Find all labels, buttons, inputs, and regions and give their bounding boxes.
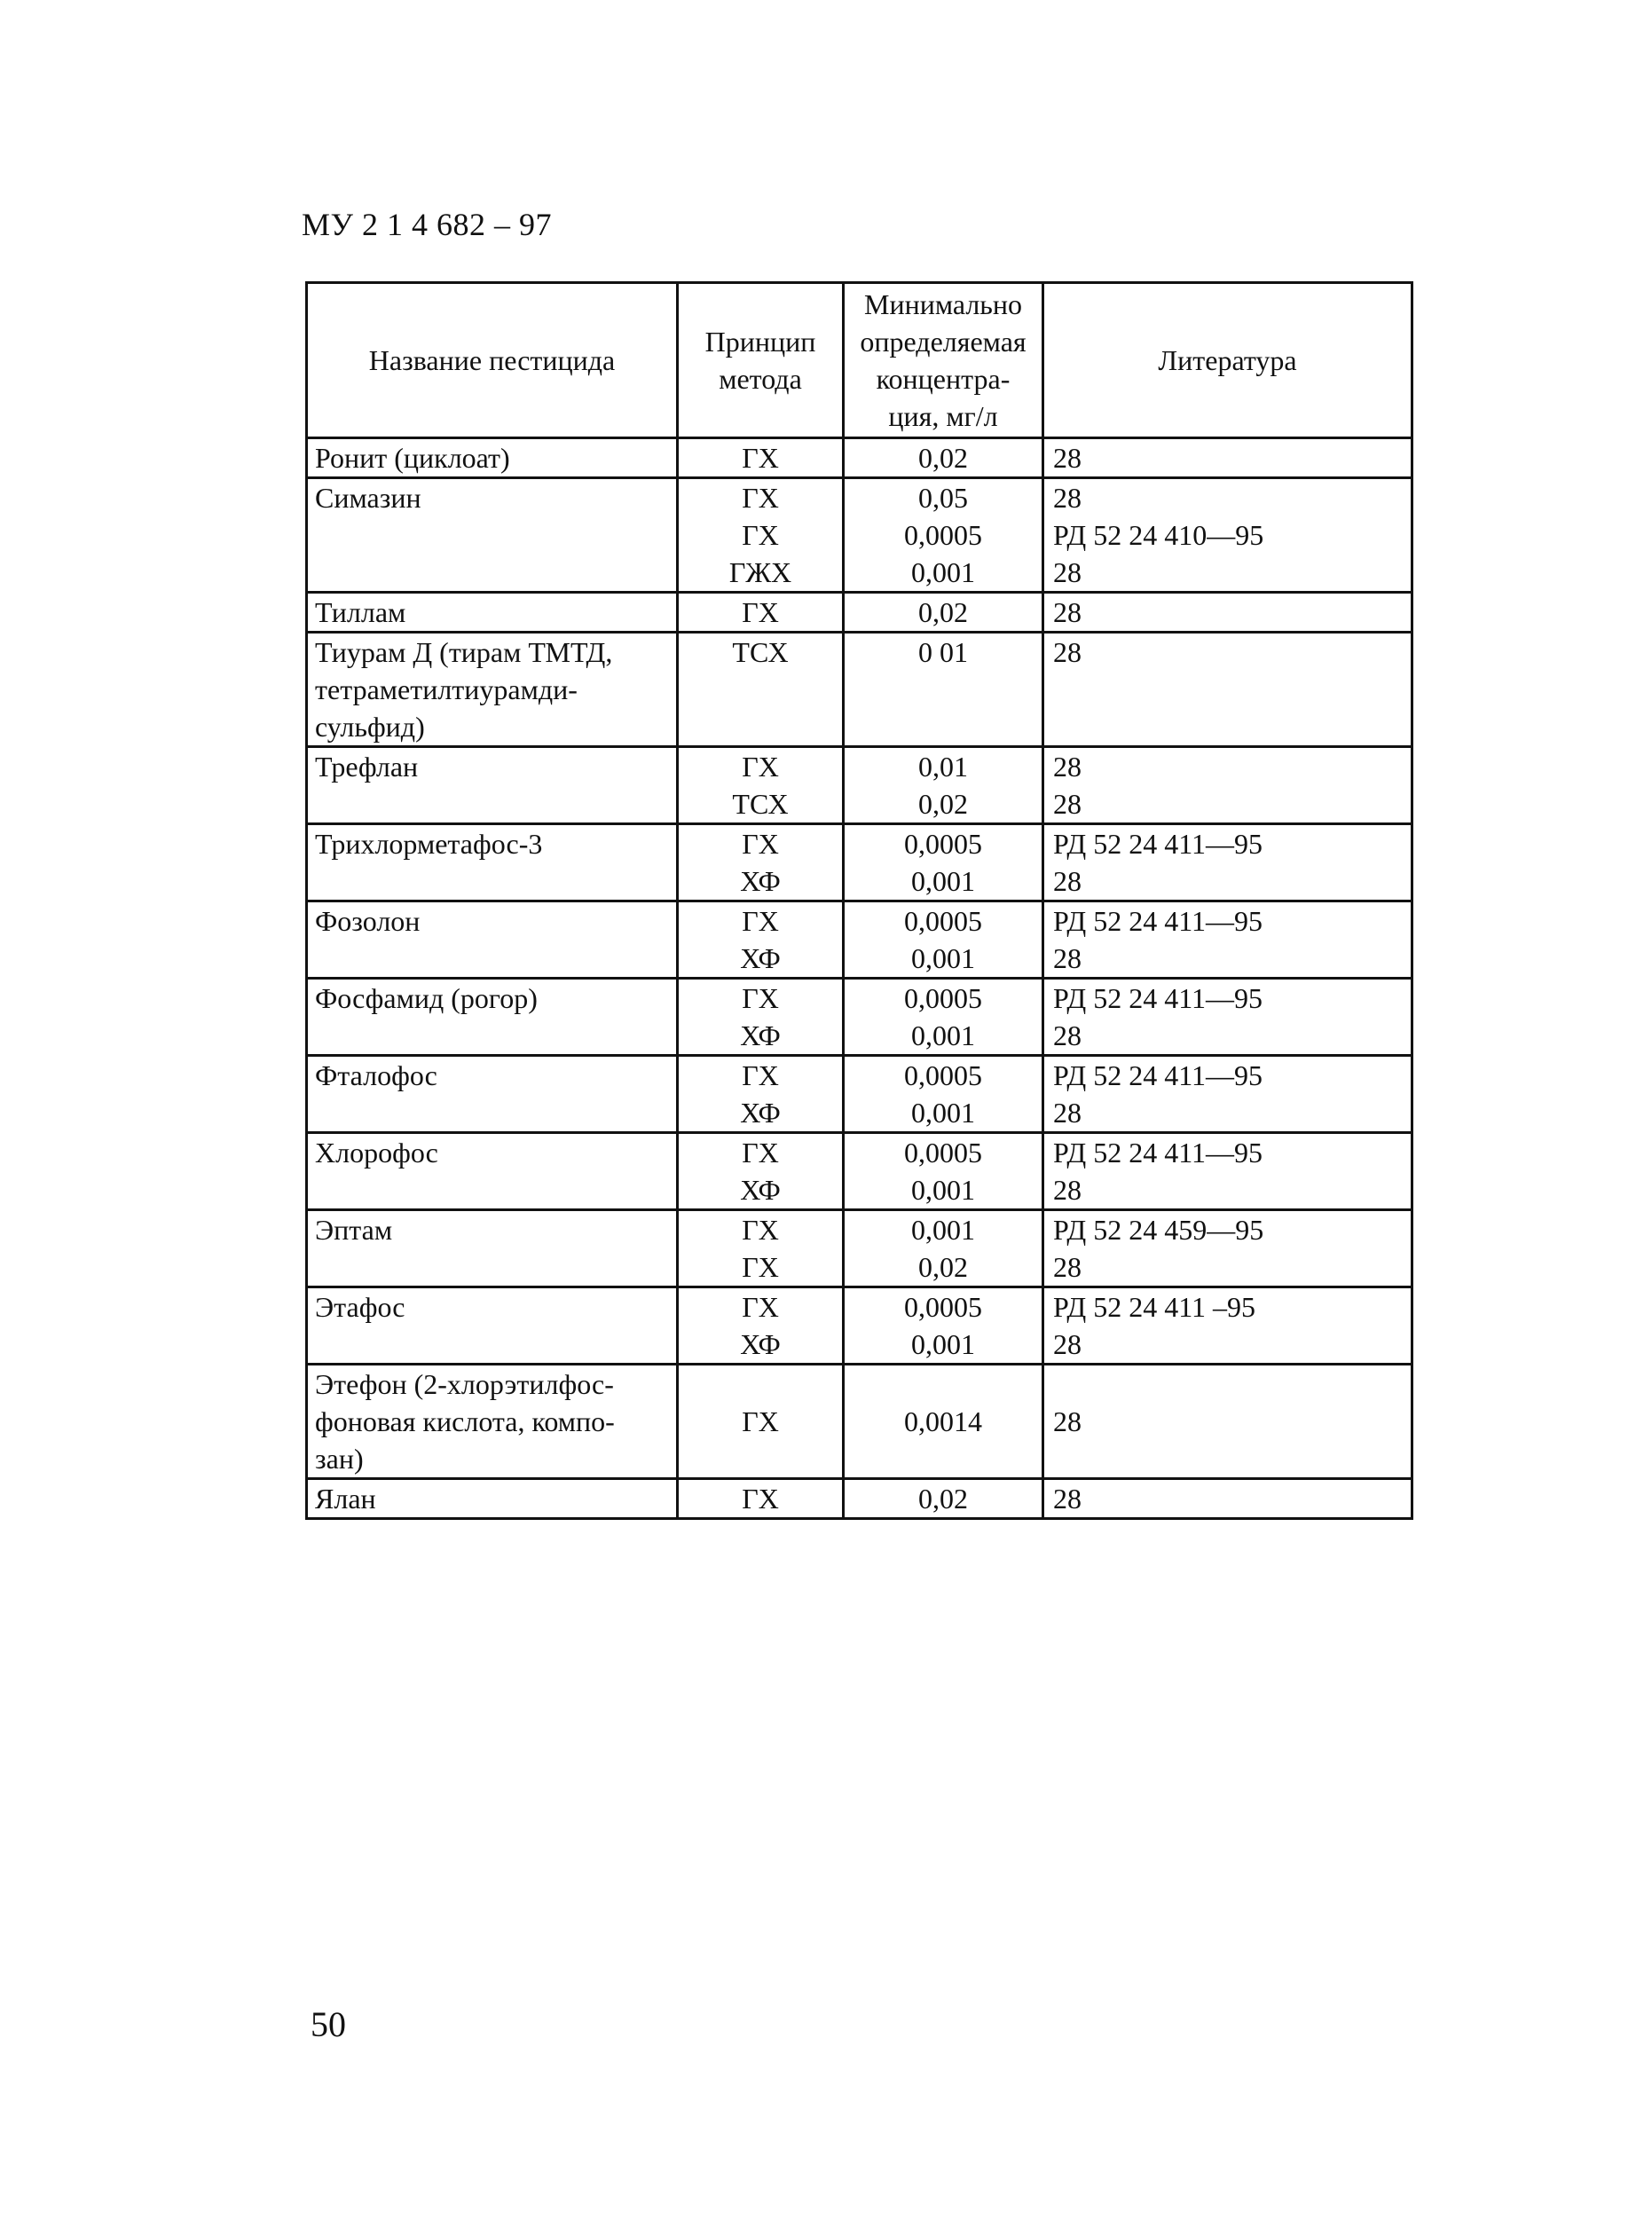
literature-cell — [1043, 1479, 1412, 1519]
table-row — [307, 747, 1412, 824]
table-header-row — [307, 283, 1412, 438]
pesticide-name-cell — [307, 633, 678, 747]
concentration-cell — [844, 1287, 1043, 1365]
literature-cell-line: 28 — [1053, 482, 1082, 514]
table-row — [307, 824, 1412, 901]
method-cell-line: ГХ — [742, 442, 779, 474]
concentration-cell — [844, 1479, 1043, 1519]
pesticide-name-cell-line: Ялан — [315, 1483, 376, 1515]
concentration-cell-line: 0 01 — [918, 636, 968, 668]
table-row — [307, 438, 1412, 478]
pesticide-name-cell-line: Этафос — [315, 1291, 405, 1323]
literature-cell-line: РД 52 24 411 –95 — [1053, 1291, 1256, 1323]
literature-cell-line: РД 52 24 411—95 — [1053, 1059, 1263, 1091]
pesticide-name-cell-line: Тиурам Д (тирам ТМТД, — [315, 636, 613, 668]
pesticide-name-cell — [307, 478, 678, 593]
method-cell — [678, 747, 844, 824]
pesticide-name-cell-line: Хлорофос — [315, 1137, 438, 1169]
method-cell — [678, 901, 844, 979]
table-row — [307, 1133, 1412, 1210]
concentration-cell — [844, 633, 1043, 747]
method-cell-line: ХФ — [740, 1097, 781, 1129]
literature-cell-line: РД 52 24 411—95 — [1053, 982, 1263, 1014]
literature-cell-line: 28 — [1053, 1328, 1082, 1360]
method-cell — [678, 979, 844, 1056]
concentration-cell-line: 0,02 — [918, 442, 968, 474]
pesticide-name-cell — [307, 1133, 678, 1210]
pesticide-name-cell-line: Фозолон — [315, 905, 421, 937]
pesticide-name-cell — [307, 1056, 678, 1133]
concentration-cell — [844, 979, 1043, 1056]
method-cell-line: ХФ — [740, 1174, 781, 1206]
method-cell-line: ГХ — [742, 828, 779, 860]
method-cell-line: ГХ — [742, 1291, 779, 1323]
literature-cell — [1043, 747, 1412, 824]
table-row — [307, 478, 1412, 593]
pesticide-name-cell-line: Трихлорметафос-3 — [315, 828, 543, 860]
method-cell-line: ГХ — [742, 596, 779, 628]
pesticide-name-cell — [307, 1287, 678, 1365]
concentration-cell-line: 0,0005 — [904, 1291, 982, 1323]
concentration-cell — [844, 901, 1043, 979]
concentration-cell — [844, 1365, 1043, 1479]
literature-cell-line: 28 — [1053, 1405, 1082, 1437]
method-cell-line: ГХ — [742, 519, 779, 551]
pesticide-name-cell-line: Симазин — [315, 482, 421, 514]
literature-cell-line: 28 — [1053, 1174, 1082, 1206]
table-row — [307, 1479, 1412, 1519]
method-cell-line: ГЖХ — [728, 556, 792, 588]
pesticide-name-cell — [307, 747, 678, 824]
method-cell-line: ТСХ — [732, 636, 789, 668]
concentration-cell-line: 0,05 — [918, 482, 968, 514]
column-header-literature: Литература — [1043, 283, 1412, 438]
pesticide-name-cell-line: Трефлан — [315, 751, 419, 783]
literature-cell-line: 28 — [1053, 442, 1082, 474]
concentration-cell-line: 0,001 — [911, 942, 975, 974]
literature-cell — [1043, 593, 1412, 633]
pesticide-name-cell — [307, 1210, 678, 1287]
table-row — [307, 1287, 1412, 1365]
table-row — [307, 901, 1412, 979]
concentration-cell-line: 0,0005 — [904, 828, 982, 860]
concentration-cell-line: 0,0005 — [904, 1137, 982, 1169]
method-cell-line: ГХ — [742, 751, 779, 783]
column-header-concentration — [844, 283, 1043, 438]
literature-cell-line: 28 — [1053, 636, 1082, 668]
concentration-cell-line: 0,001 — [911, 865, 975, 897]
literature-cell-line: РД 52 24 411—95 — [1053, 1137, 1263, 1169]
pesticide-name-cell — [307, 438, 678, 478]
method-cell-line: ГХ — [742, 1059, 779, 1091]
concentration-cell-line: 0,001 — [911, 556, 975, 588]
table-row — [307, 1210, 1412, 1287]
pesticide-name-cell-line: тетраметилтиурамди- — [315, 673, 578, 705]
column-header-concentration-text: Минимально определяемая концентра-ция, мг/л — [860, 288, 1027, 432]
literature-cell-line: 28 — [1053, 1019, 1082, 1051]
literature-cell — [1043, 1287, 1412, 1365]
concentration-cell-line: 0,02 — [918, 1483, 968, 1515]
method-cell — [678, 1210, 844, 1287]
literature-cell-line: РД 52 24 411—95 — [1053, 828, 1263, 860]
concentration-cell-line: 0,0005 — [904, 905, 982, 937]
method-cell — [678, 593, 844, 633]
method-cell-line: ХФ — [740, 942, 781, 974]
method-cell-line: ГХ — [742, 1137, 779, 1169]
concentration-cell — [844, 478, 1043, 593]
literature-cell — [1043, 1133, 1412, 1210]
column-header-method-text: Принцип метода — [704, 326, 816, 395]
literature-cell-line: 28 — [1053, 942, 1082, 974]
literature-cell-line: 28 — [1053, 865, 1082, 897]
concentration-cell-line: 0,001 — [911, 1174, 975, 1206]
pesticide-name-cell-line: Фосфамид (рогор) — [315, 982, 538, 1014]
page-number: 50 — [311, 2004, 346, 2044]
literature-cell — [1043, 1056, 1412, 1133]
concentration-cell-line: 0,02 — [918, 788, 968, 820]
method-cell — [678, 633, 844, 747]
pesticide-name-cell — [307, 824, 678, 901]
method-cell — [678, 1133, 844, 1210]
pesticide-name-cell — [307, 1365, 678, 1479]
column-header-method — [678, 283, 844, 438]
table-row — [307, 1365, 1412, 1479]
pesticide-name-cell-line: Эптам — [315, 1214, 393, 1246]
method-cell-line: ХФ — [740, 1019, 781, 1051]
literature-cell-line: 28 — [1053, 751, 1082, 783]
concentration-cell-line: 0,001 — [911, 1214, 975, 1246]
concentration-cell — [844, 1056, 1043, 1133]
table-row — [307, 979, 1412, 1056]
concentration-cell-line: 0,001 — [911, 1019, 975, 1051]
concentration-cell-line: 0,001 — [911, 1097, 975, 1129]
column-header-name: Название пестицида — [307, 283, 678, 438]
literature-cell — [1043, 1210, 1412, 1287]
literature-cell-line: РД 52 24 411—95 — [1053, 905, 1263, 937]
literature-cell-line: 28 — [1053, 556, 1082, 588]
concentration-cell-line: 0,02 — [918, 1251, 968, 1283]
concentration-cell — [844, 1210, 1043, 1287]
literature-cell-line: 28 — [1053, 596, 1082, 628]
concentration-cell — [844, 593, 1043, 633]
pesticide-table — [305, 281, 1413, 1520]
method-cell — [678, 438, 844, 478]
method-cell-line: ХФ — [740, 865, 781, 897]
concentration-cell — [844, 438, 1043, 478]
pesticide-name-cell — [307, 979, 678, 1056]
pesticide-name-cell-line: Фталофос — [315, 1059, 437, 1091]
method-cell — [678, 1287, 844, 1365]
method-cell — [678, 824, 844, 901]
table-row — [307, 1056, 1412, 1133]
document-header: МУ 2 1 4 682 – 97 — [302, 207, 552, 242]
method-cell-line: ГХ — [742, 905, 779, 937]
method-cell-line: ГХ — [742, 482, 779, 514]
method-cell-line: ГХ — [742, 1405, 779, 1437]
concentration-cell-line: 0,0014 — [904, 1405, 982, 1437]
literature-cell — [1043, 901, 1412, 979]
method-cell-line: ГХ — [742, 1251, 779, 1283]
literature-cell — [1043, 1365, 1412, 1479]
pesticide-name-cell-line: зан) — [315, 1443, 364, 1475]
literature-cell — [1043, 633, 1412, 747]
method-cell — [678, 1479, 844, 1519]
table-body — [307, 438, 1412, 1519]
literature-cell — [1043, 478, 1412, 593]
literature-cell-line: 28 — [1053, 788, 1082, 820]
concentration-cell — [844, 824, 1043, 901]
concentration-cell-line: 0,01 — [918, 751, 968, 783]
literature-cell — [1043, 438, 1412, 478]
method-cell — [678, 1365, 844, 1479]
pesticide-name-cell — [307, 1479, 678, 1519]
literature-cell-line: 28 — [1053, 1251, 1082, 1283]
literature-cell-line: 28 — [1053, 1483, 1082, 1515]
literature-cell — [1043, 979, 1412, 1056]
pesticide-name-cell-line: Ронит (циклоат) — [315, 442, 510, 474]
method-cell-line: ХФ — [740, 1328, 781, 1360]
literature-cell-line: РД 52 24 459—95 — [1053, 1214, 1264, 1246]
concentration-cell-line: 0,0005 — [904, 519, 982, 551]
table-row — [307, 633, 1412, 747]
method-cell-line: ГХ — [742, 1483, 779, 1515]
concentration-cell-line: 0,02 — [918, 596, 968, 628]
method-cell-line: ГХ — [742, 982, 779, 1014]
concentration-cell-line: 0,0005 — [904, 982, 982, 1014]
pesticide-name-cell-line: Этефон (2-хлорэтилфос- — [315, 1368, 614, 1400]
pesticide-name-cell-line: сульфид) — [315, 711, 425, 743]
concentration-cell — [844, 747, 1043, 824]
method-cell — [678, 478, 844, 593]
concentration-cell-line: 0,0005 — [904, 1059, 982, 1091]
table-row — [307, 593, 1412, 633]
method-cell-line: ГХ — [742, 1214, 779, 1246]
method-cell-line: ТСХ — [732, 788, 789, 820]
pesticide-name-cell — [307, 593, 678, 633]
pesticide-name-cell-line: фоновая кислота, компо- — [315, 1405, 615, 1437]
method-cell — [678, 1056, 844, 1133]
pesticide-name-cell-line: Тиллам — [315, 596, 406, 628]
literature-cell-line: 28 — [1053, 1097, 1082, 1129]
literature-cell-line: РД 52 24 410—95 — [1053, 519, 1264, 551]
concentration-cell-line: 0,001 — [911, 1328, 975, 1360]
literature-cell — [1043, 824, 1412, 901]
concentration-cell — [844, 1133, 1043, 1210]
pesticide-name-cell — [307, 901, 678, 979]
